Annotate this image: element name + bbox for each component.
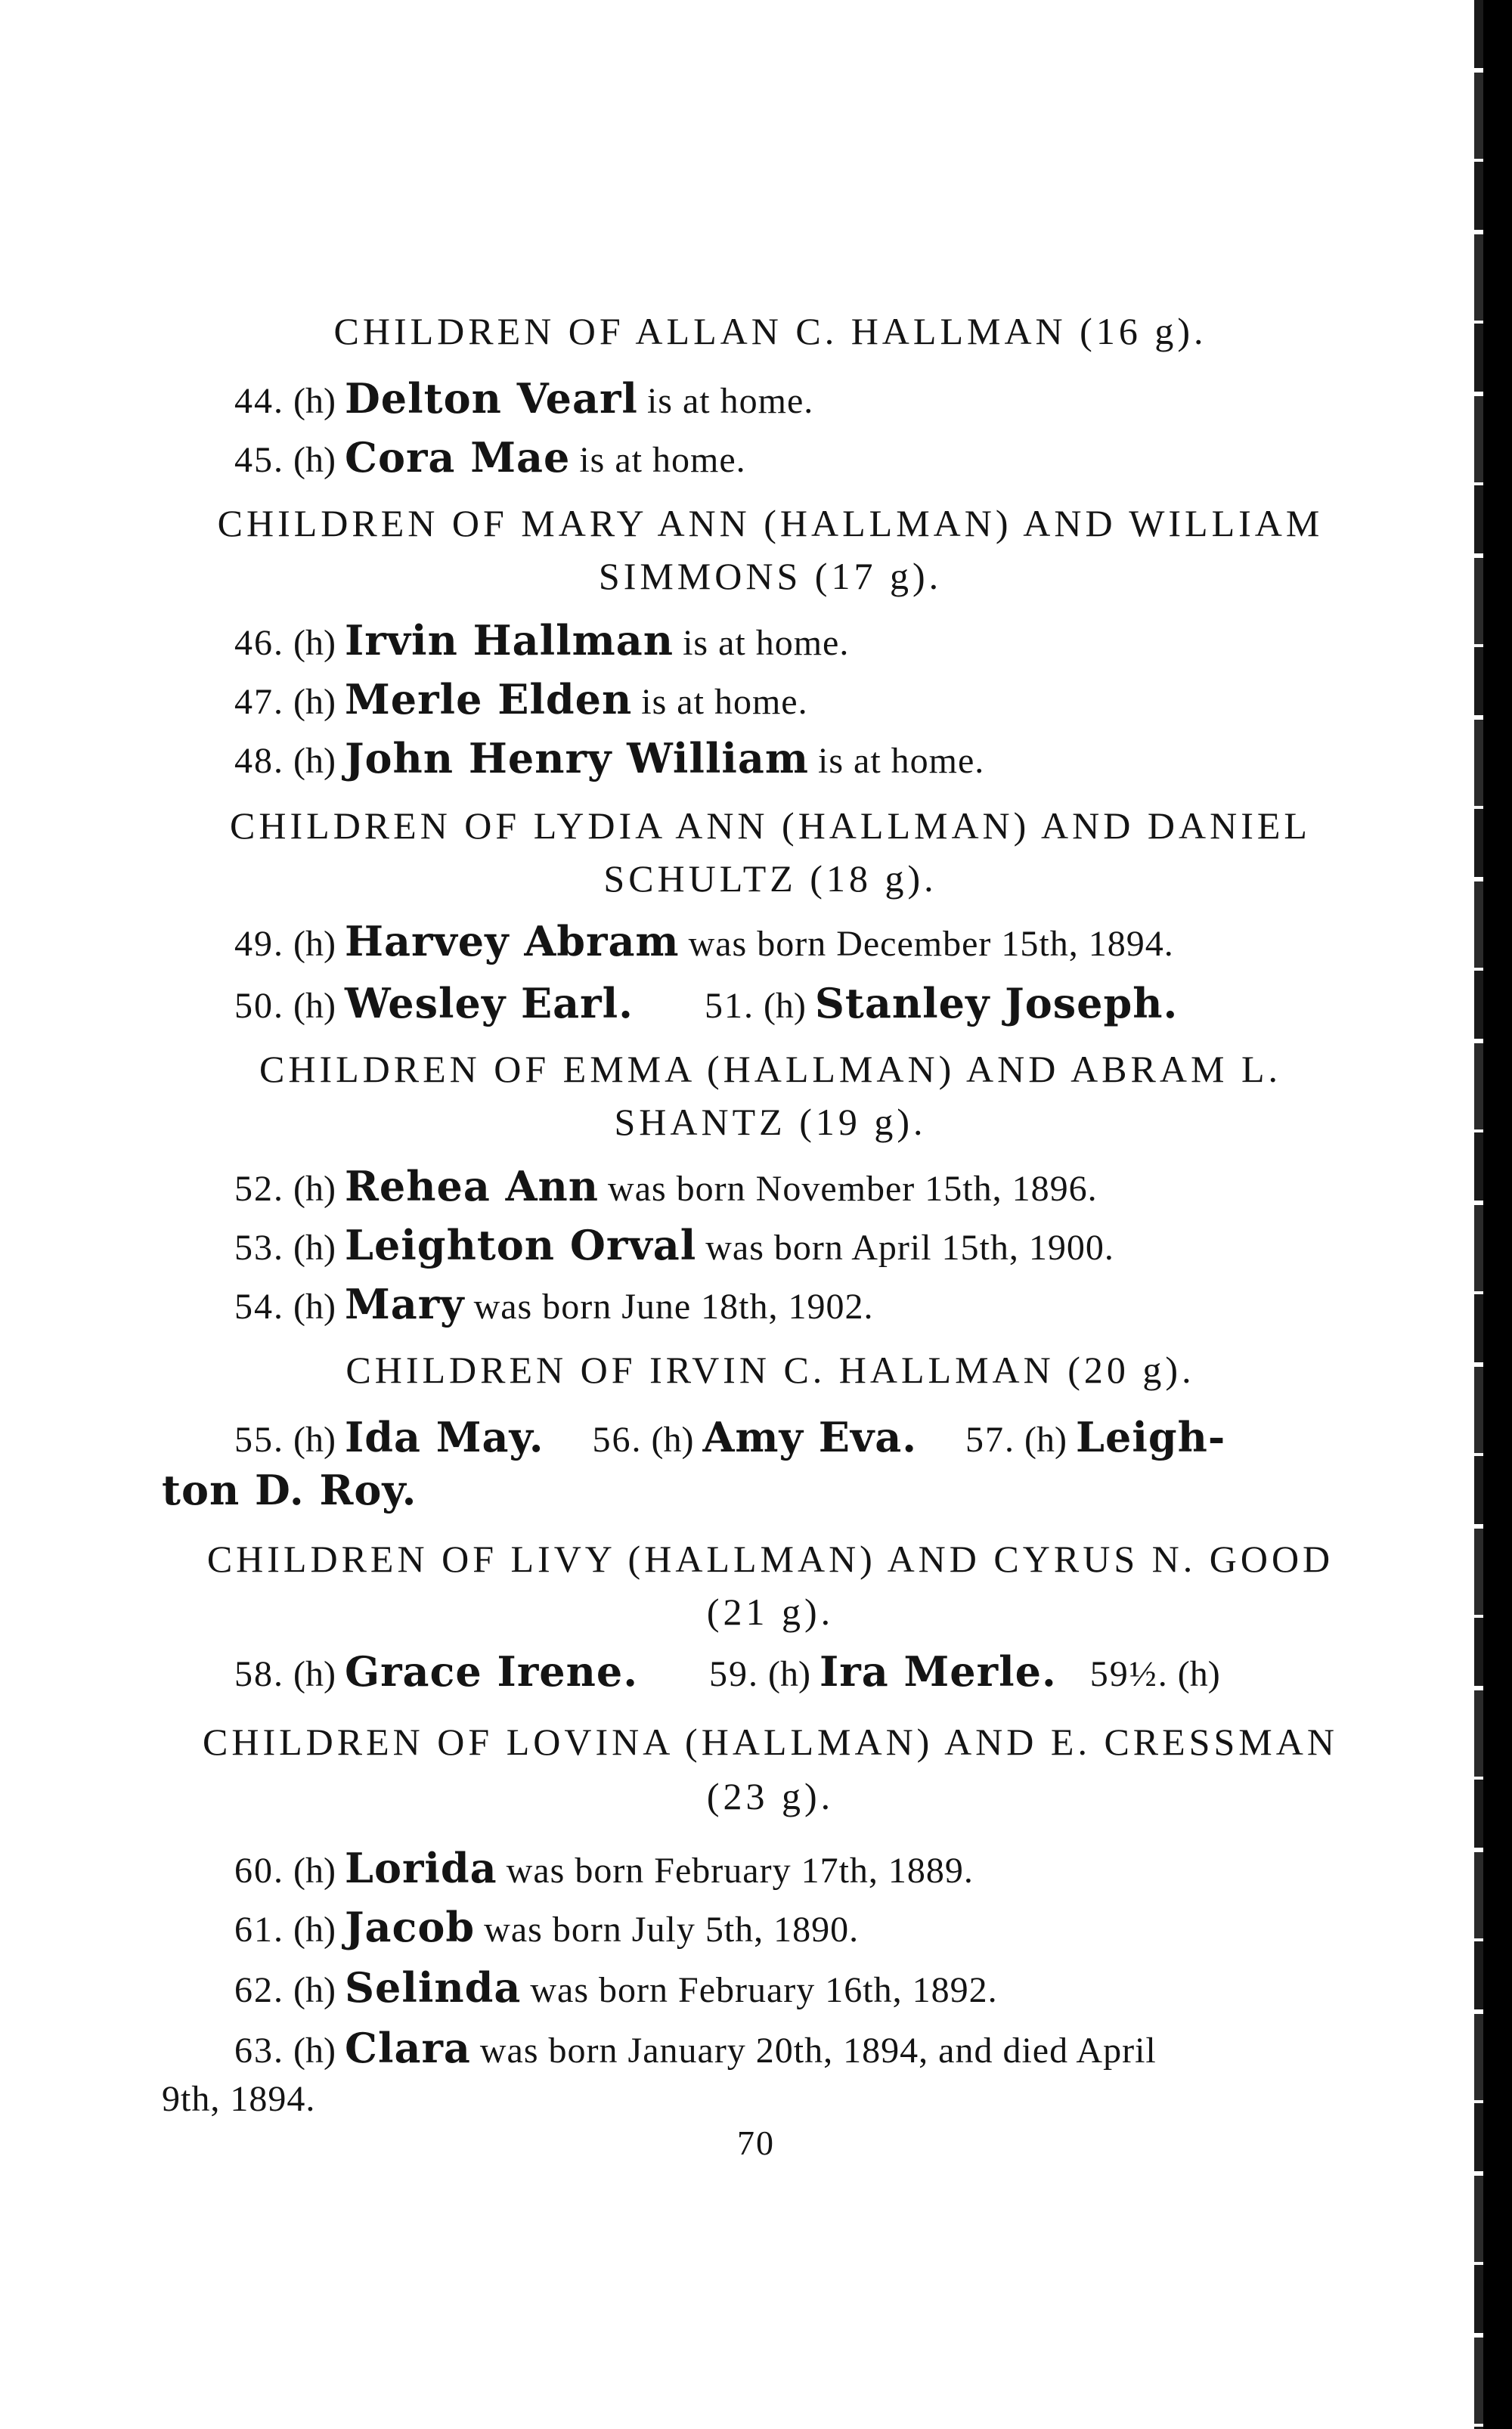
entry-number: 51. (704, 986, 754, 1026)
entry-48 (234, 729, 984, 791)
entry-detail: is at home. (818, 741, 985, 781)
person-name: John Henry William (344, 734, 809, 782)
section-heading-livy-good-line2: (21 g). (706, 1591, 835, 1633)
entry-number: 45. (234, 440, 284, 480)
generation-marker: (h) (651, 1420, 694, 1460)
generation-marker: (h) (293, 682, 336, 722)
entry-number: 59½. (1089, 1654, 1169, 1694)
generation-marker: (h) (293, 924, 336, 964)
entry-63 (234, 2018, 1157, 2080)
person-name: Jacob (344, 1903, 476, 1951)
section-heading-irvin-hallman: CHILDREN OF IRVIN C. HALLMAN (20 g). (345, 1349, 1195, 1391)
generation-marker: (h) (293, 1169, 336, 1209)
entry-detail: is at home. (641, 682, 808, 722)
page-number: 70 (737, 2124, 775, 2162)
entry-detail: 9th, 1894. (162, 2079, 316, 2119)
person-name: Stanley Joseph. (814, 979, 1179, 1027)
entry-number: 48. (234, 741, 284, 781)
generation-marker: (h) (293, 1910, 336, 1950)
person-name: Leighton Orval (344, 1221, 697, 1269)
entry-detail: is at home. (646, 381, 814, 421)
generation-marker: (h) (293, 1851, 336, 1891)
entry-detail: was born December 15th, 1894. (688, 924, 1174, 964)
entry-detail: was born July 5th, 1890. (484, 1910, 860, 1950)
entry-number: 61. (234, 1910, 284, 1950)
page-edge (1483, 0, 1512, 2429)
generation-marker: (h) (293, 1228, 336, 1268)
section-heading-allan-hallman: CHILDREN OF ALLAN C. HALLMAN (16 g). (333, 310, 1207, 352)
person-name: Irvin Hallman (344, 616, 674, 665)
entry-number: 62. (234, 1970, 284, 2010)
entry-detail: is at home. (683, 623, 850, 663)
generation-marker: (h) (293, 623, 336, 663)
person-name: Leigh- (1076, 1413, 1226, 1461)
generation-marker: (h) (293, 440, 336, 480)
generation-marker: (h) (763, 986, 806, 1026)
entry-detail: is at home. (579, 440, 746, 480)
entry-46 (234, 611, 849, 673)
entry-number: 54. (234, 1287, 284, 1327)
entry-number: 50. (234, 986, 284, 1026)
entry-45 (234, 428, 746, 490)
entry-detail: was born April 15th, 1900. (705, 1228, 1114, 1268)
person-name: Clara (344, 2024, 471, 2072)
section-heading-lovina-cressman-line1: CHILDREN OF LOVINA (HALLMAN) AND E. CRESSMAN (203, 1721, 1338, 1763)
person-name: Cora Mae (344, 433, 571, 482)
entry-number: 55. (234, 1420, 284, 1460)
generation-marker: (h) (293, 1970, 336, 2010)
entry-number: 44. (234, 381, 284, 421)
entry-58-59 (234, 1642, 1220, 1704)
person-name: Lorida (344, 1844, 497, 1892)
person-name: Selinda (344, 1963, 522, 2012)
generation-marker: (h) (1177, 1654, 1220, 1694)
entry-63-continued (162, 2070, 315, 2129)
entry-number: 59. (709, 1654, 760, 1694)
person-name: Merle Elden (344, 675, 633, 723)
entry-number: 58. (234, 1654, 284, 1694)
entry-62 (234, 1958, 998, 2020)
section-heading-mary-ann-simmons-line1: CHILDREN OF MARY ANN (HALLMAN) AND WILLIAM (217, 502, 1324, 544)
person-name: Harvey Abram (344, 917, 680, 965)
entry-number: 46. (234, 623, 284, 663)
entry-number: 60. (234, 1851, 284, 1891)
section-heading-emma-shantz-line2: SHANTZ (19 g). (614, 1101, 927, 1143)
person-name: Delton Vearl (344, 374, 638, 423)
section-heading-lydia-ann-schultz-line2: SCHULTZ (18 g). (603, 857, 937, 900)
entry-number: 53. (234, 1228, 284, 1268)
section-heading-livy-good-line1: CHILDREN OF LIVY (HALLMAN) AND CYRUS N. GOOD (206, 1538, 1334, 1580)
entry-detail: was born June 18th, 1902. (473, 1287, 874, 1327)
entry-detail: was born February 17th, 1889. (506, 1851, 974, 1891)
person-name: Wesley Earl. (344, 979, 634, 1027)
section-heading-mary-ann-simmons-line2: SIMMONS (17 g). (598, 555, 943, 597)
entry-52 (234, 1157, 1098, 1219)
person-name: Mary (344, 1280, 465, 1328)
entry-57-continued (162, 1461, 417, 1523)
entry-61 (234, 1898, 859, 1960)
generation-marker: (h) (293, 1287, 336, 1327)
person-name: Amy Eva. (702, 1413, 918, 1461)
person-name: Grace Irene. (344, 1647, 639, 1696)
generation-marker: (h) (293, 2031, 336, 2071)
entry-number: 52. (234, 1169, 284, 1209)
entry-60 (234, 1839, 974, 1901)
section-heading-emma-shantz-line1: CHILDREN OF EMMA (HALLMAN) AND ABRAM L. (259, 1048, 1281, 1090)
entry-detail: was born February 16th, 1892. (530, 1970, 998, 2010)
entry-50-51 (234, 974, 1178, 1036)
entry-number: 63. (234, 2031, 284, 2071)
generation-marker: (h) (1024, 1420, 1067, 1460)
entry-detail: was born November 15th, 1896. (608, 1169, 1098, 1209)
generation-marker: (h) (293, 741, 336, 781)
person-name: Ira Merle. (820, 1647, 1057, 1696)
section-heading-lydia-ann-schultz-line1: CHILDREN OF LYDIA ANN (HALLMAN) AND DANIEL (230, 804, 1311, 847)
section-heading-lovina-cressman-line2: (23 g). (706, 1775, 835, 1817)
entry-47 (234, 670, 808, 732)
generation-marker: (h) (293, 986, 336, 1026)
entry-54 (234, 1275, 874, 1337)
generation-marker: (h) (768, 1654, 811, 1694)
person-name: ton D. Roy. (162, 1466, 417, 1514)
entry-49 (234, 912, 1174, 974)
entry-detail: was born January 20th, 1894, and died April (479, 2031, 1157, 2071)
generation-marker: (h) (293, 1420, 336, 1460)
entry-number: 56. (592, 1420, 643, 1460)
entry-number: 57. (965, 1420, 1016, 1460)
entry-44 (234, 369, 813, 431)
generation-marker: (h) (293, 381, 336, 421)
entry-number: 49. (234, 924, 284, 964)
entry-53 (234, 1216, 1114, 1278)
generation-marker: (h) (293, 1654, 336, 1694)
person-name: Rehea Ann (344, 1162, 600, 1210)
person-name: Ida May. (344, 1413, 544, 1461)
entry-number: 47. (234, 682, 284, 722)
